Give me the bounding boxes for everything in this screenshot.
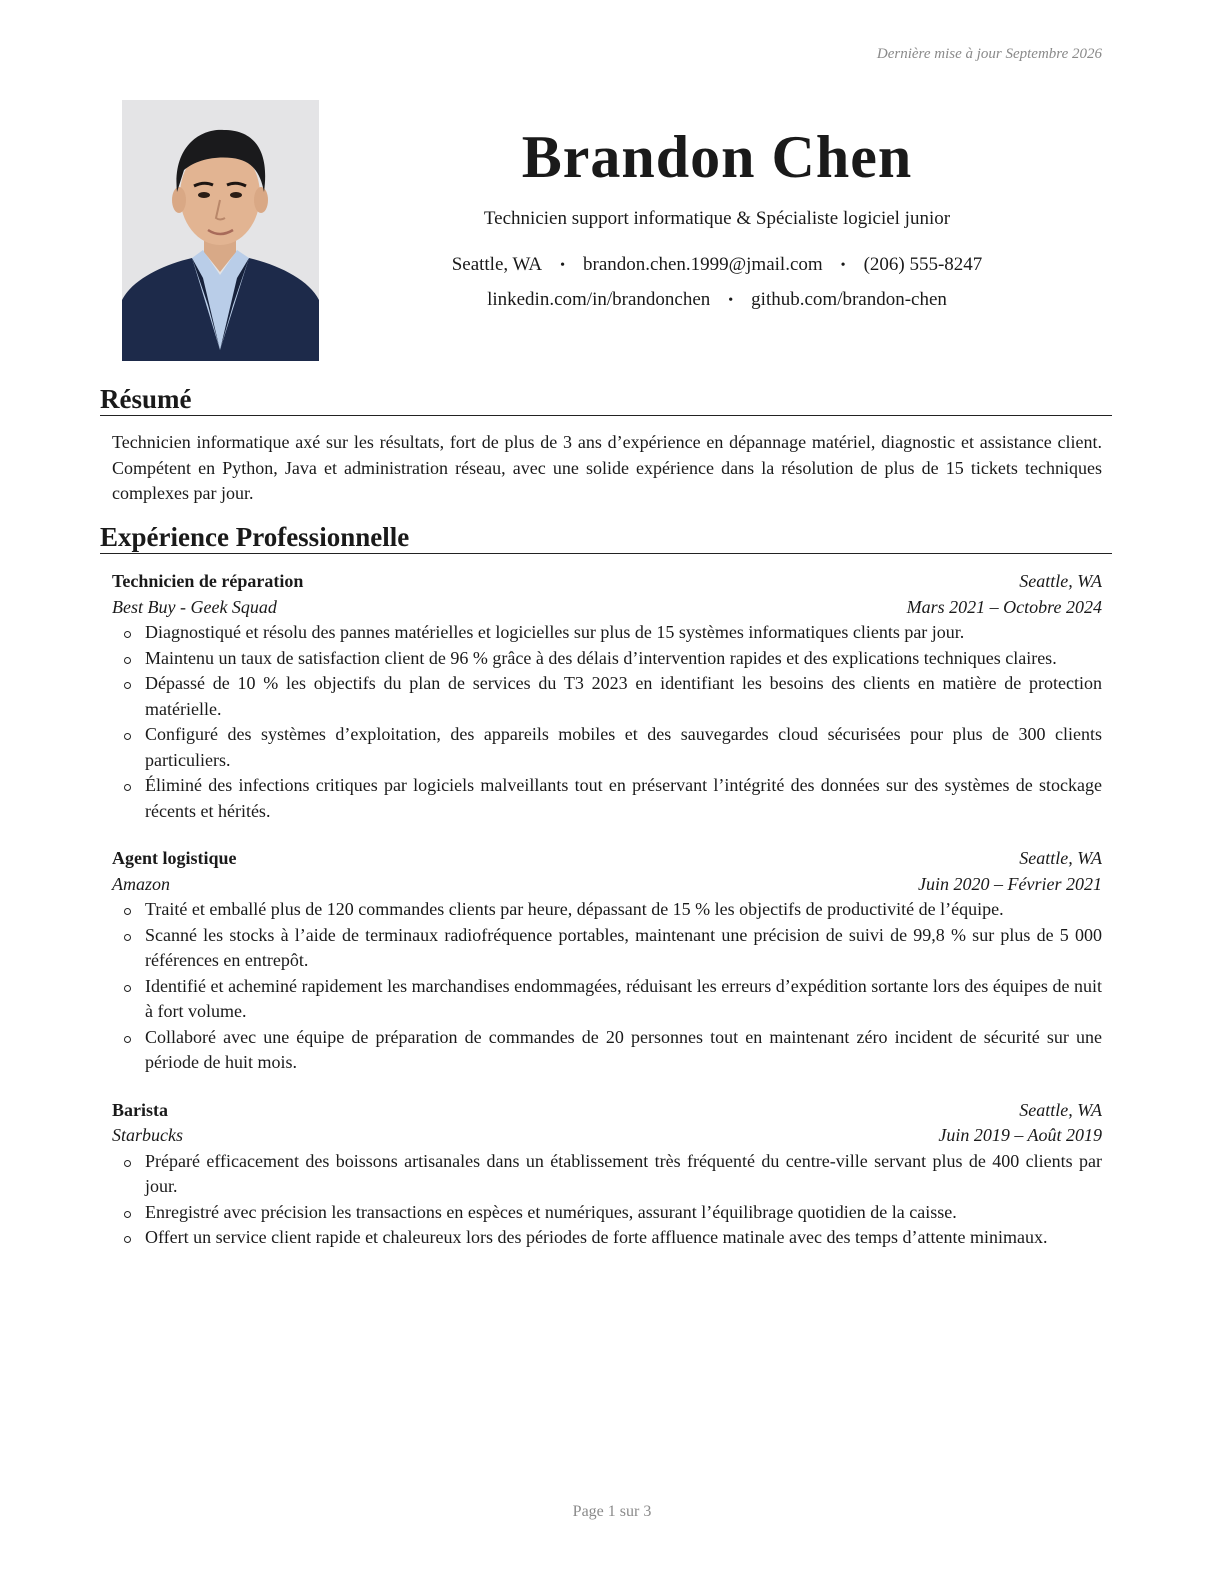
job-role: Barista [112, 1099, 168, 1120]
job-entry [112, 569, 1102, 824]
job-dates: Juin 2020 – Février 2021 [918, 873, 1102, 894]
bullet-item: Configuré des systèmes d’exploitation, des appareils mobiles et des sauvegardes cloud sécurisées pour plus de 300 clients particuliers. [112, 722, 1102, 773]
bullet-circle-icon [124, 934, 131, 941]
job-company: Best Buy - Geek Squad [112, 596, 277, 617]
job-dates: Juin 2019 – Août 2019 [938, 1125, 1102, 1145]
profile-photo [122, 100, 319, 361]
experience-list [112, 569, 1102, 1273]
job-bullets [112, 1149, 1102, 1251]
resume-header [330, 112, 1104, 318]
bullet-item: Identifié et acheminé rapidement les marchandises endommagées, réduisant les erreurs d’expédition sortante lors des équipes de nuit à fort volume. [112, 974, 1102, 1025]
location: Seattle, WA [451, 254, 543, 275]
bullet-circle-icon [124, 1036, 131, 1043]
bullet-item: Offert un service client rapide et chaleureux lors des périodes de forte affluence matinale avec des temps d’attente minimaux. [112, 1225, 1102, 1251]
phone-number[interactable]: (206) 555-8247 [863, 254, 983, 275]
page-number: Page 1 sur 3 [572, 1503, 652, 1520]
bullet-item: Diagnostiqué et résolu des pannes matérielles et logicielles sur plus de 15 systèmes informatiques clients par jour. [112, 620, 1102, 646]
bullet-circle-icon [124, 784, 131, 791]
contact-line-1 [330, 248, 1104, 283]
bullet-item: Éliminé des infections critiques par logiciels malveillants tout en préservant l’intégrité des données sur des systèmes de stockage récents et hérités. [112, 773, 1102, 824]
job-role: Agent logistique [112, 848, 237, 868]
job-dates: Mars 2021 – Octobre 2024 [906, 596, 1102, 617]
bullet-item: Collaboré avec une équipe de préparation de commandes de 20 personnes tout en maintenant zéro incident de sécurité sur une période de huit mois. [112, 1025, 1102, 1076]
bullet-item: Dépassé de 10 % les objectifs du plan de services du T3 2023 en identifiant les besoins des clients en matière de protection matérielle. [112, 671, 1102, 722]
portrait-image [122, 100, 319, 361]
job-location: Seattle, WA [1019, 848, 1102, 868]
separator-dot: • [728, 293, 734, 308]
github-link[interactable]: github.com/brandon-chen [751, 289, 947, 310]
contact-line-2 [330, 283, 1104, 318]
separator-dot: • [840, 258, 846, 273]
bullet-item: Enregistré avec précision les transactions en espèces et numériques, assurant l’équilibrage quotidien de la caisse. [112, 1200, 1102, 1226]
bullet-circle-icon [124, 1211, 131, 1218]
contact-info [330, 248, 1104, 318]
bullet-circle-icon [124, 631, 131, 638]
bullet-item: Scanné les stocks à l’aide de terminaux radiofréquence portables, maintenant une précision de suivi de 99,8 % sur plus de 5 000 références en entrepôt. [112, 923, 1102, 974]
bullet-item: Maintenu un taux de satisfaction client de 96 % grâce à des délais d’intervention rapides et des explications techniques claires. [112, 646, 1102, 672]
candidate-name: Brandon Chen [521, 124, 913, 190]
email-link[interactable]: brandon.chen.1999@jmail.com [583, 254, 823, 275]
bullet-circle-icon [124, 657, 131, 664]
bullet-circle-icon [124, 1160, 131, 1167]
last-updated: Dernière mise à jour Septembre 2026 [876, 46, 1102, 62]
summary-text: Technicien informatique axé sur les résultats, fort de plus de 3 ans d’expérience en dépannage matériel, diagnostic et assistance client. Compétent en Python, Java et administration réseau, avec une solide expérience dans la résolution de plus de 15 tickets techniques complexes par jour. [112, 432, 1102, 503]
job-location: Seattle, WA [1019, 1099, 1102, 1120]
job-bullets [112, 620, 1102, 824]
bullet-circle-icon [124, 733, 131, 740]
job-bullets [112, 897, 1102, 1076]
experience-heading: Expérience Professionnelle [100, 522, 1112, 554]
linkedin-link[interactable]: linkedin.com/in/brandonchen [487, 289, 711, 310]
summary-heading: Résumé [100, 384, 1112, 416]
job-entry [112, 846, 1102, 1076]
job-location: Seattle, WA [1019, 571, 1102, 591]
job-entry [112, 1098, 1102, 1251]
job-company: Starbucks [112, 1125, 183, 1145]
bullet-circle-icon [124, 908, 131, 915]
bullet-circle-icon [124, 1236, 131, 1243]
separator-dot: • [560, 258, 566, 273]
bullet-circle-icon [124, 682, 131, 689]
bullet-circle-icon [124, 985, 131, 992]
bullet-item: Traité et emballé plus de 120 commandes clients par heure, dépassant de 15 % les objectifs de productivité de l’équipe. [112, 897, 1102, 923]
job-role: Technicien de réparation [112, 571, 304, 591]
job-company: Amazon [112, 873, 170, 894]
bullet-item: Préparé efficacement des boissons artisanales dans un établissement très fréquenté du centre-ville servant plus de 400 clients par jour. [112, 1149, 1102, 1200]
job-title: Technicien support informatique & Spécialiste logiciel junior [483, 208, 951, 229]
